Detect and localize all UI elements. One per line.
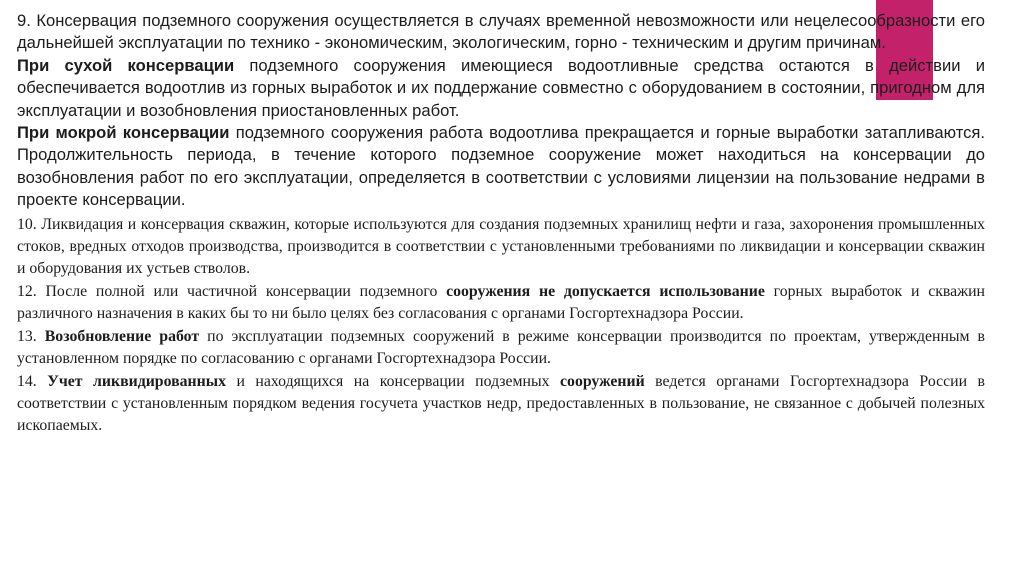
paragraph-12 <box>17 281 985 326</box>
bold-term: Возобновление работ <box>44 327 200 345</box>
paragraph-text: подземного сооружения работа водоотлива прекращается и горные выработки затапливаются. Продолжительность периода, в течение которого подземное сооружение может находиться на консервации до возобновления работ по его эксплуатации, определяется в соответствии с условиями лицензии на пользование недрами в проекте консервации. <box>17 123 986 210</box>
bold-term: При сухой консервации <box>17 55 235 75</box>
bold-term: При мокрой консервации <box>17 123 230 143</box>
paragraph-text: 13. <box>17 327 45 345</box>
paragraph-9 <box>17 10 985 55</box>
slide-body <box>17 10 985 438</box>
paragraph-text: по эксплуатации подземных сооружений в режиме консервации производится по проектам, утвержденным в установленном порядке по согласованию с органами Госгортехнадзора России. <box>17 327 985 368</box>
bold-term: сооружений <box>560 372 645 390</box>
paragraph-text: 10. Ликвидация и консервация скважин, которые используются для создания подземных хранилищ нефти и газа, захоронения промышленных стоков, вредных отходов производства, производится в соответствии с установленными требованиями по ликвидации и консервации скважин и оборудования их устьев стволов. <box>17 215 985 278</box>
paragraph-text: 14. <box>17 372 48 390</box>
paragraph-10 <box>17 214 985 281</box>
bold-term: сооружения не допускается использование <box>446 282 765 300</box>
paragraph-text: 12. После полной или частичной консервации подземного <box>17 282 447 300</box>
paragraph-13 <box>17 326 985 371</box>
paragraph-text: подземного сооружения имеющиеся водоотливные средства остаются в действии и обеспечивается водоотлив из горных выработок и их поддержание совместно с оборудованием в состоянии, пригодном для эксплуатации и возобновления приостановленных работ. <box>17 55 986 120</box>
paragraph-text: ведется органами Госгортехнадзора России в соответствии с установленным порядком ведения госучета участков недр, предоставленных в пользование, не связанное с добычей полезных ископаемых. <box>17 372 986 435</box>
paragraph-text: горных выработок и скважин различного назначения в каких бы то ни было целях без согласования с органами Госгортехнадзора России. <box>17 282 985 323</box>
paragraph-text: 9. Консервация подземного сооружения осуществляется в случаях временной невозможности или нецелесообразности его дальнейшей эксплуатации по технико - экономическим, экологическим, горно - техническим и другим причинам. <box>17 11 985 53</box>
paragraph-wet-conservation <box>17 122 985 212</box>
paragraph-14 <box>17 371 985 438</box>
bold-term: Учет ликвидированных <box>47 372 226 390</box>
paragraph-dry-conservation <box>17 55 985 122</box>
paragraph-text: и находящихся на консервации подземных <box>225 372 561 390</box>
